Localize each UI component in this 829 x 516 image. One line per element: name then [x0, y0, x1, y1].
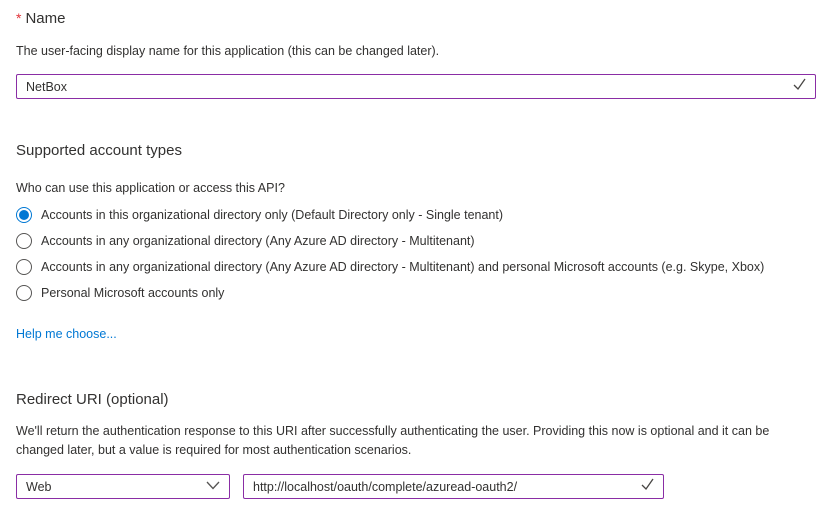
radio-button[interactable]	[16, 233, 32, 249]
redirect-platform-select[interactable]	[16, 474, 230, 499]
redirect-uri-input-container	[243, 474, 664, 499]
radio-label[interactable]: Accounts in this organizational directory only (Default Directory only - Single tenant)	[41, 208, 504, 222]
name-input[interactable]	[26, 80, 786, 94]
redirect-platform-value: Web	[26, 479, 52, 494]
radio-label[interactable]: Accounts in any organizational directory (Any Azure AD directory - Multitenant)	[41, 234, 475, 248]
radio-label[interactable]: Personal Microsoft accounts only	[41, 286, 225, 300]
account-types-question: Who can use this application or access this API?	[16, 181, 285, 195]
redirect-uri-description: We'll return the authentication response to this URI after successfully authenticating the user. Providing this now is optional and it can be changed later, but a value is required for most authentication scenarios.	[16, 424, 770, 457]
radio-button[interactable]	[16, 207, 32, 223]
radio-button[interactable]	[16, 285, 32, 301]
account-types-heading: Supported account types	[16, 142, 182, 159]
name-description: The user-facing display name for this application (this can be changed later).	[16, 44, 440, 58]
name-input-container	[16, 74, 816, 99]
chevron-down-icon	[205, 478, 221, 496]
name-label: Name	[25, 10, 66, 27]
required-asterisk: *	[16, 10, 22, 26]
redirect-uri-input[interactable]	[253, 480, 634, 494]
help-me-choose-link[interactable]: Help me choose...	[16, 327, 117, 341]
checkmark-icon	[640, 477, 655, 496]
account-type-option-personal-only[interactable]	[16, 284, 224, 302]
account-type-option-multitenant[interactable]	[16, 232, 475, 250]
radio-label[interactable]: Accounts in any organizational directory (Any Azure AD directory - Multitenant) and personal Microsoft accounts (e.g. Skype, Xbox)	[41, 260, 765, 274]
checkmark-icon	[792, 77, 807, 96]
name-section-heading	[16, 10, 65, 27]
radio-button[interactable]	[16, 259, 32, 275]
account-type-option-single-tenant[interactable]	[16, 206, 503, 224]
redirect-uri-heading: Redirect URI (optional)	[16, 391, 169, 408]
account-type-option-multitenant-personal[interactable]	[16, 258, 764, 276]
